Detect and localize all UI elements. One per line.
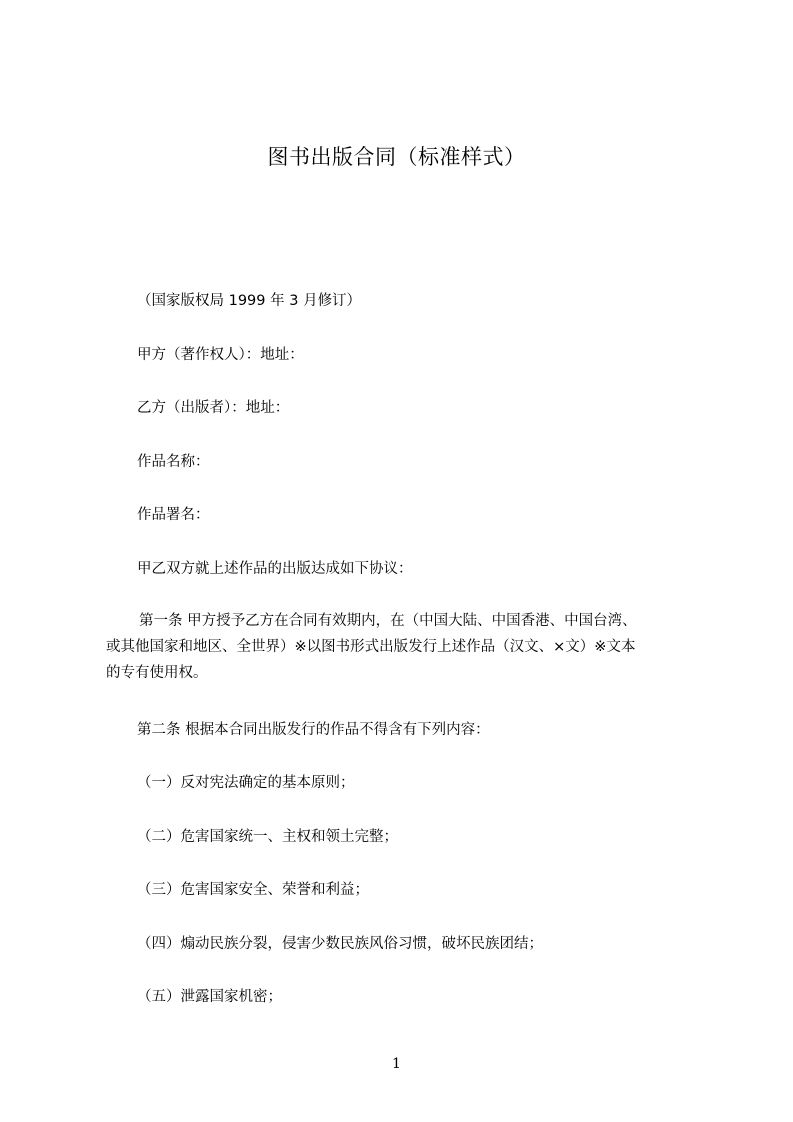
list-item: （四）煽动民族分裂，侵害少数民族风俗习惯，破坏民族团结； [137, 936, 543, 952]
article-2: 第二条 根据本合同出版发行的作品不得含有下列内容： [137, 722, 490, 738]
article-1-line: 或其他国家和地区、全世界）※以图书形式出版发行上述作品（汉文、×文）※文本 [106, 639, 636, 655]
list-item: （一）反对宪法确定的基本原则； [137, 775, 355, 791]
work-title-line: 作品名称： [137, 454, 210, 470]
article-1-line: 的专有使用权。 [106, 665, 208, 681]
work-signature-line: 作品署名： [137, 507, 210, 523]
list-item: （二）危害国家统一、主权和领土完整； [137, 829, 398, 845]
page-title: 图书出版合同（标准样式） [267, 145, 526, 169]
article-1-line: 第一条 甲方授予乙方在合同有效期内，在（中国大陆、中国香港、中国台湾、 [139, 613, 637, 629]
party-a-line: 甲方（著作权人）：地址： [137, 347, 304, 363]
page-number: 1 [392, 1056, 401, 1072]
party-b-line: 乙方（出版者）：地址： [137, 400, 290, 416]
list-item: （五）泄露国家机密； [137, 989, 282, 1005]
article-1 [106, 608, 706, 686]
revision-note: （国家版权局 1999 年 3 月修订） [137, 293, 362, 309]
agreement-intro: 甲乙双方就上述作品的出版达成如下协议： [137, 561, 413, 577]
list-item: （三）危害国家安全、荣誉和利益； [137, 882, 369, 898]
